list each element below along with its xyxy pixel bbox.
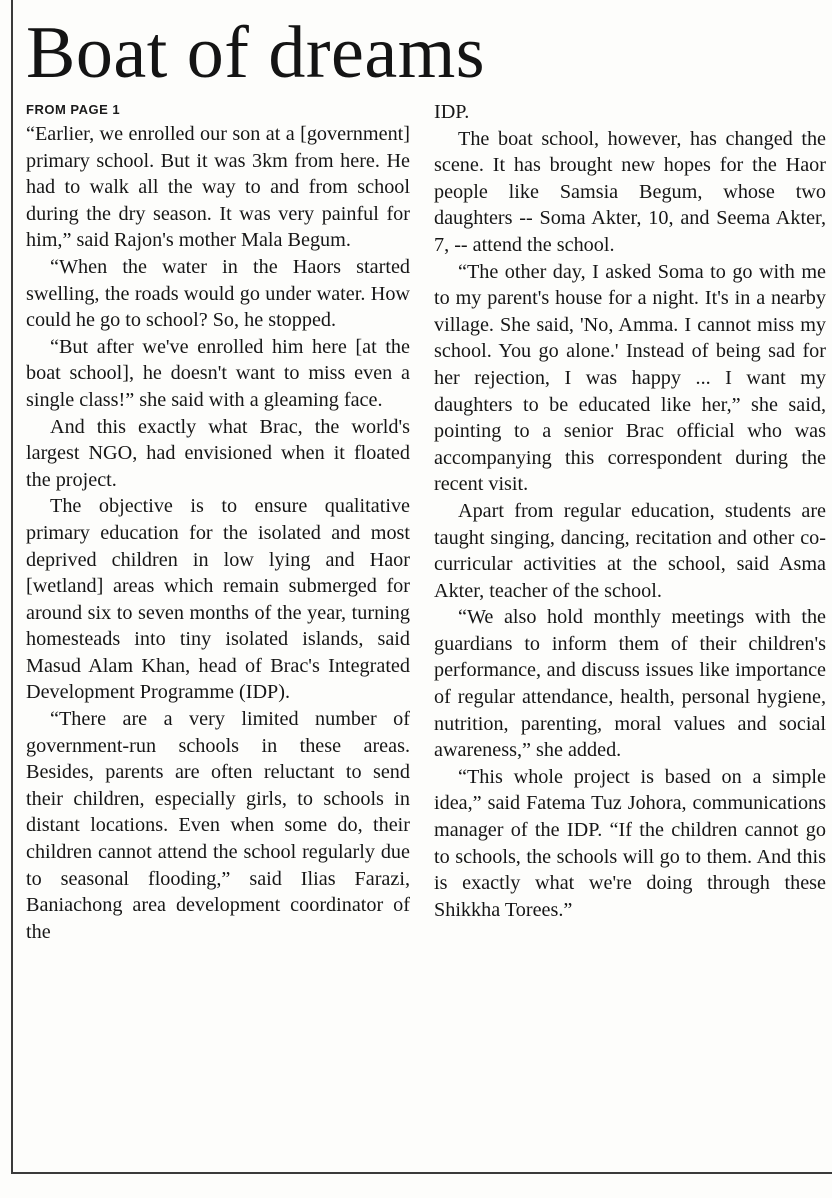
paragraph: The boat school, however, has changed the scene. It has brought new hopes for the Haor people like Samsia Begum, whose two daughters -- Soma Akter, 10, and Seema Akter, 7, -- attend the school. bbox=[434, 127, 826, 256]
left-column bbox=[26, 99, 410, 945]
paragraph: IDP. bbox=[434, 101, 470, 123]
column-rule-bottom bbox=[11, 1172, 832, 1174]
paragraph: “But after we've enrolled him here [at the boat school], he doesn't want to miss even a single class!” she said with a gleaming face. bbox=[26, 335, 410, 411]
paragraph: “When the water in the Haors started swelling, the roads would go under water. How could he go to school? So, he stopped. bbox=[26, 255, 410, 332]
paragraph: “The other day, I asked Soma to go with me to my parent's house for a night. It's in a nearby village. She said, 'No, Amma. I cannot miss my school. You go alone.' Instead of being sad for her rejection, I was happy ... I want my daughters to be educated like her,” she said, pointing to a senior Brac official who was accompanying this correspondent during the recent visit. bbox=[434, 260, 826, 496]
kicker: FROM PAGE 1 bbox=[26, 102, 121, 117]
column-rule-left bbox=[11, 0, 13, 1172]
paragraph: “Earlier, we enrolled our son at a [government] primary school. But it was 3km from here. He had to walk all the way to and from school during the dry season. It was very painful for him,” said Rajon's mother Mala Begum. bbox=[26, 123, 410, 252]
paragraph: The objective is to ensure qualitative primary education for the isolated and most deprived children in low lying and Haor [wetland] areas which remain submerged for around six to seven months of the year, turning homesteads into tiny isolated islands, said Masud Alam Khan, head of Brac's Integrated Development Programme (IDP). bbox=[26, 495, 410, 704]
paragraph: “We also hold monthly meetings with the guardians to inform them of their children's performance, and discuss issues like importance of regular attendance, health, personal hygiene, nutrition, parenting, moral values and social awareness,” she added. bbox=[434, 606, 826, 762]
paragraph: “There are a very limited number of government-run schools in these areas. Besides, parents are often reluctant to send their children, especially girls, to schools in distant locations. Even when some do, their children cannot attend the school regularly due to seasonal flooding,” said Ilias Farazi, Baniachong area development coordinator of the bbox=[26, 708, 410, 943]
paragraph: And this exactly what Brac, the world's largest NGO, had envisioned when it floated the project. bbox=[26, 415, 410, 491]
paragraph: “This whole project is based on a simple idea,” said Fatema Tuz Johora, communications manager of the IDP. “If the children cannot go to schools, the schools will go to them. And this is exactly what we're doing through these Shikkha Torees.” bbox=[434, 765, 826, 921]
right-column bbox=[434, 99, 826, 923]
paragraph: Apart from regular education, students are taught singing, dancing, recitation and other co-curricular activities at the school, said Asma Akter, teacher of the school. bbox=[434, 499, 826, 602]
headline: Boat of dreams bbox=[26, 12, 486, 94]
